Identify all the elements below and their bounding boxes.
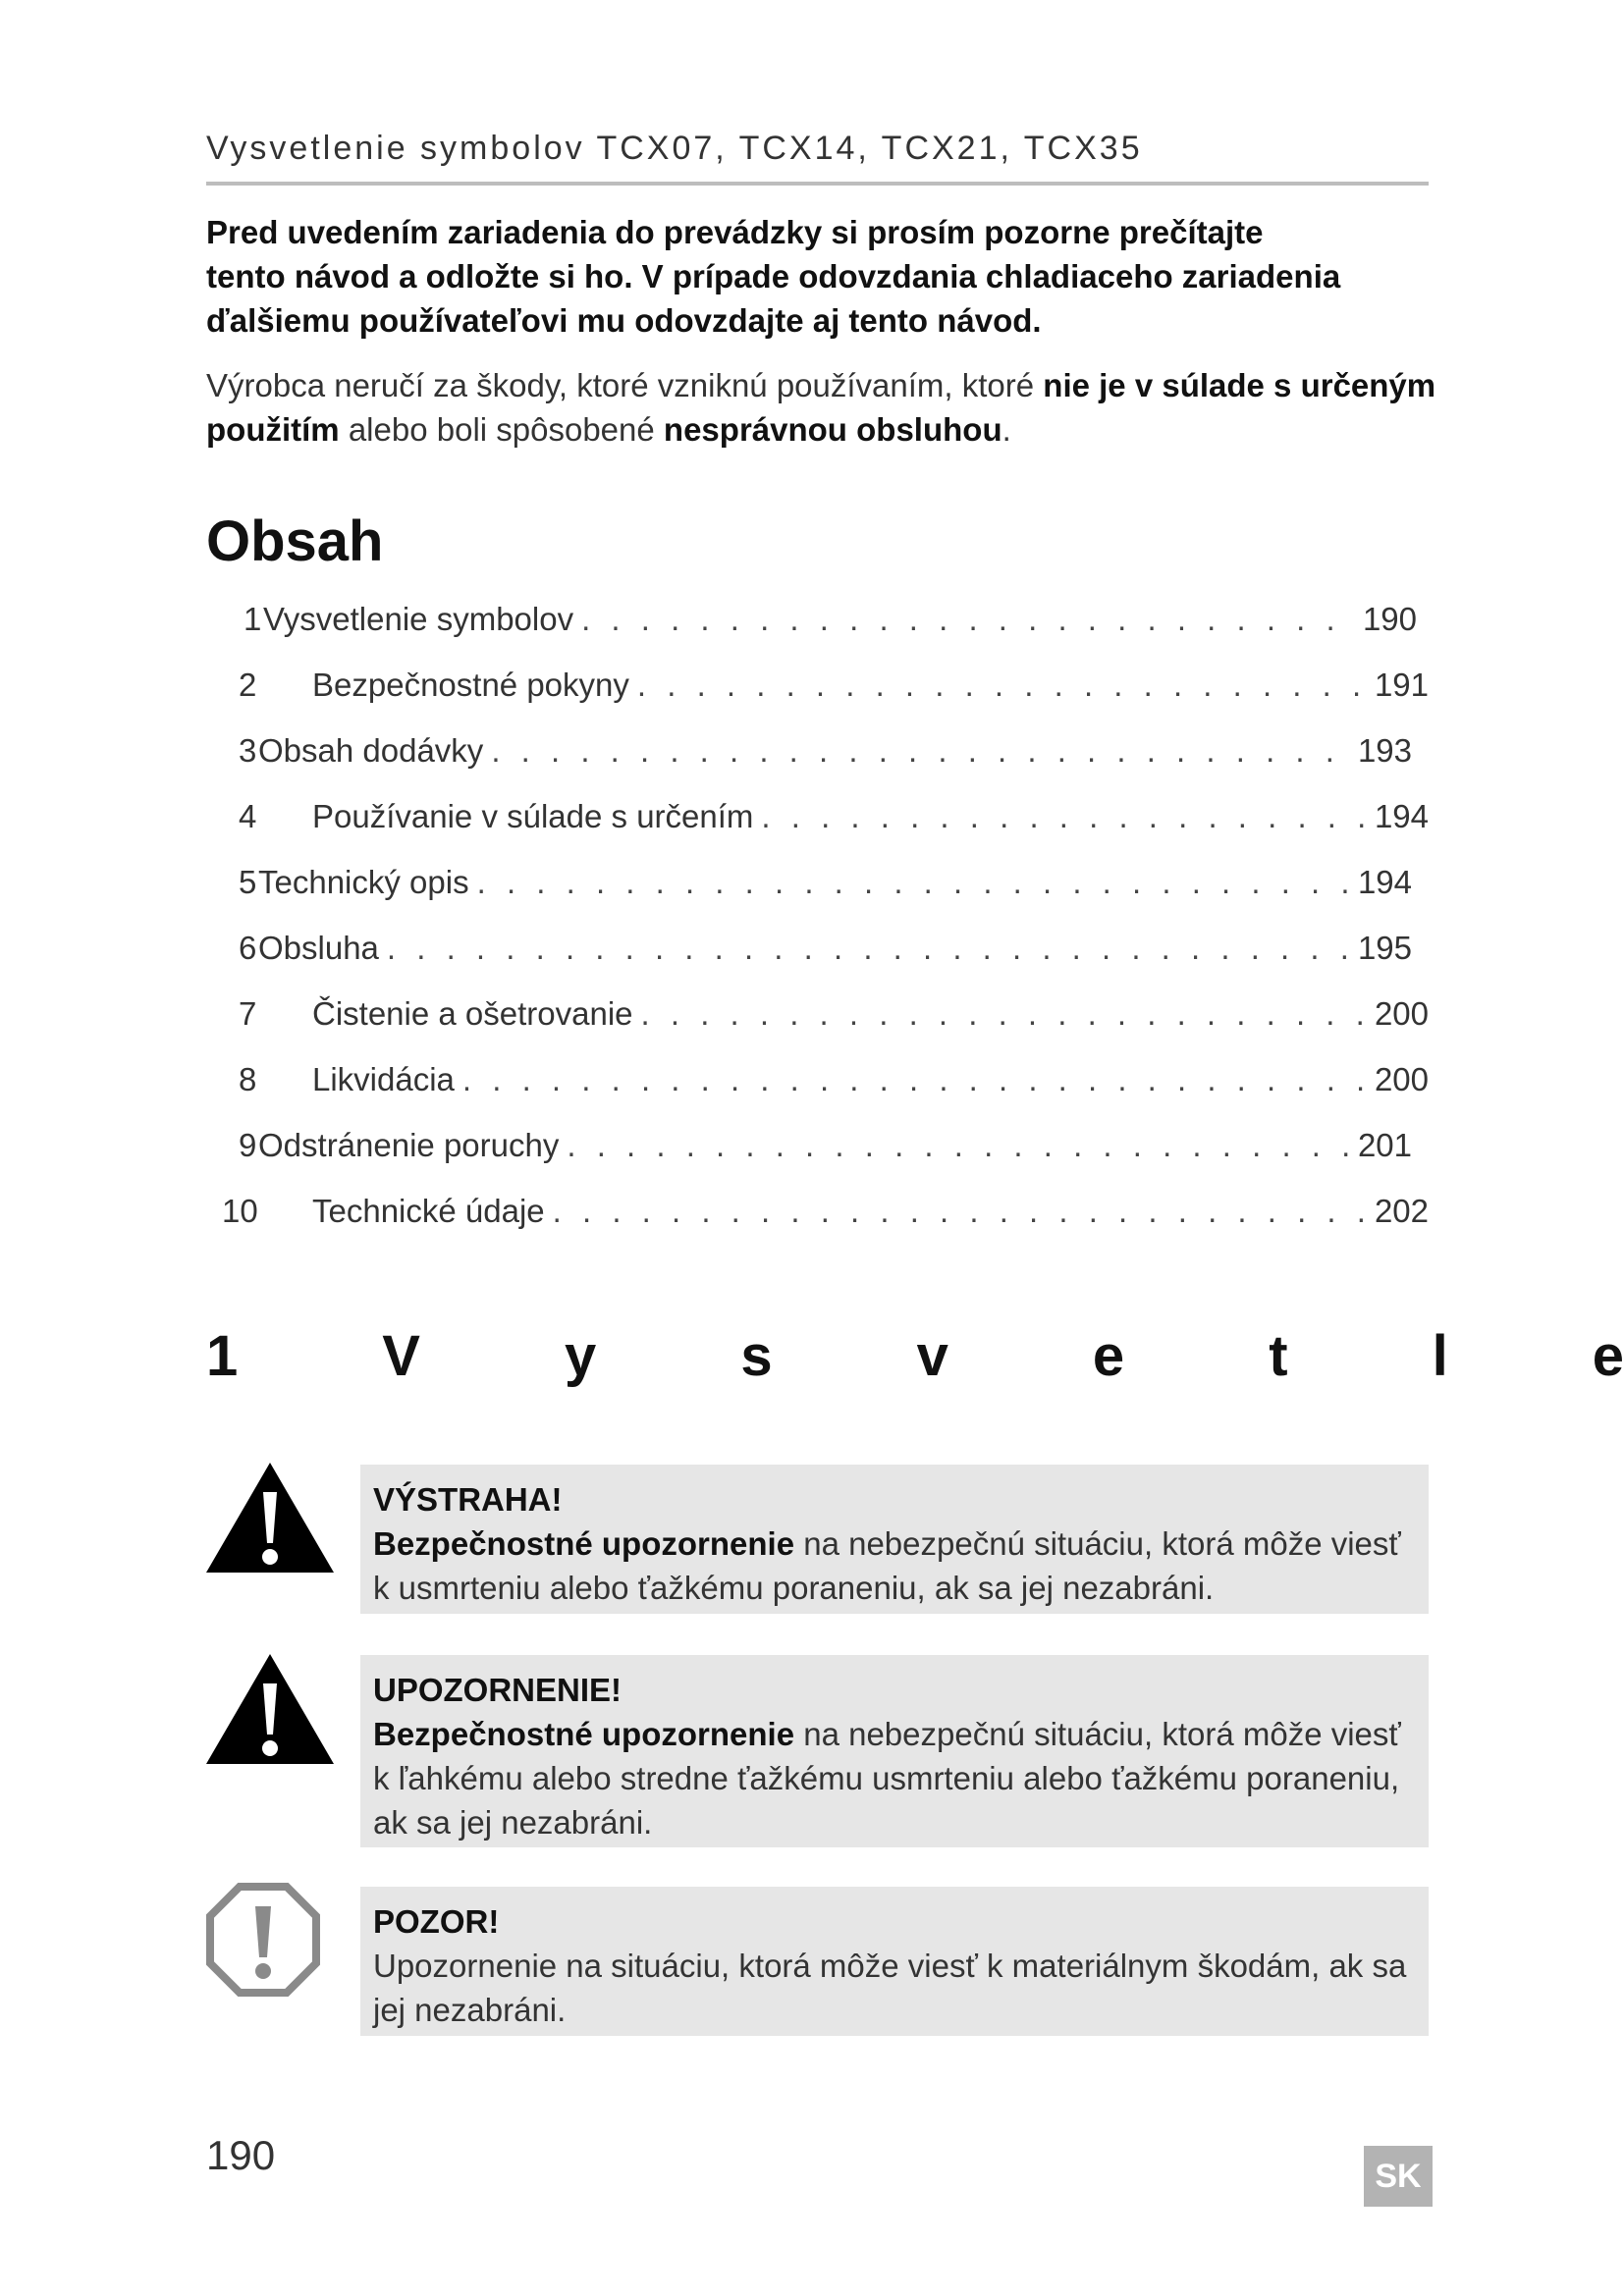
toc-leader-dots: [462, 1061, 1367, 1098]
toc-leader-dots: [491, 732, 1350, 770]
table-of-contents: [206, 601, 1429, 1258]
toc-leader-dots: [567, 1127, 1350, 1164]
notice-emphasis: Bezpečnostné upozornenie: [373, 1716, 795, 1752]
toc-entry-number: 4: [239, 798, 257, 834]
toc-entry-page: 201: [1357, 1127, 1412, 1163]
toc-entry-label: Bezpečnostné pokyny: [312, 667, 629, 703]
caution-triangle-icon: [206, 1654, 334, 1769]
toc-entry-number: 3: [239, 732, 257, 769]
toc-entry[interactable]: [206, 601, 1417, 667]
section-heading-char: 1: [206, 1324, 239, 1388]
toc-entry-label: Odstránenie poruchy: [258, 1127, 560, 1163]
toc-entry-number: 9: [239, 1127, 257, 1163]
section-heading-char: v: [916, 1324, 948, 1388]
toc-entry-number: 10: [222, 1193, 258, 1229]
toc-entry[interactable]: [206, 732, 1412, 798]
toc-entry-page: 191: [1374, 667, 1429, 703]
section-heading-char: y: [565, 1324, 597, 1388]
notice-title: POZOR!: [373, 1903, 500, 1940]
toc-leader-dots: [641, 995, 1367, 1033]
toc-entry-number: 7: [239, 995, 257, 1032]
toc-leader-dots: [477, 864, 1350, 901]
toc-entry-number: 6: [239, 930, 257, 966]
notice-octagon-icon: [206, 1883, 320, 2002]
toc-entry-label: Likvidácia: [312, 1061, 455, 1097]
toc-entry-label: Obsluha: [258, 930, 379, 966]
header-divider: [206, 182, 1429, 186]
toc-heading: Obsah: [206, 509, 384, 573]
toc-entry-page: 193: [1357, 732, 1412, 769]
notice-title: VÝSTRAHA!: [373, 1481, 563, 1518]
toc-entry[interactable]: [206, 1127, 1412, 1193]
section-heading-char: l: [1432, 1324, 1448, 1388]
section-heading-char: e: [1592, 1324, 1624, 1388]
toc-entry-label: Technické údaje: [312, 1193, 545, 1229]
notice-title: UPOZORNENIE!: [373, 1672, 623, 1708]
toc-entry-label: Čistenie a ošetrovanie: [312, 995, 633, 1032]
disclaimer-text-3: .: [1001, 411, 1011, 448]
toc-leader-dots: [553, 1193, 1367, 1230]
toc-entry-label: Vysvetlenie symbolov: [263, 601, 574, 637]
intro-line-3: ďalšiemu používateľovi mu odovzdajte aj tento návod.: [206, 302, 1042, 339]
liability-disclaimer: [206, 363, 1443, 452]
page-number: 190: [206, 2132, 276, 2178]
toc-entry-page: 200: [1374, 995, 1429, 1032]
toc-entry[interactable]: [206, 864, 1412, 930]
disclaimer-emphasis-1: nie je v súlade s určeným použitím: [206, 367, 1436, 448]
disclaimer-text-1: Výrobca neručí za škody, ktoré vzniknú používaním, ktoré: [206, 367, 1044, 403]
section-heading-char: e: [1092, 1324, 1125, 1388]
disclaimer-text-2: alebo boli spôsobené: [339, 411, 664, 448]
intro-line-1: Pred uvedením zariadenia do prevádzky si prosím pozorne prečítajte: [206, 214, 1264, 250]
caution-notice: [360, 1655, 1429, 1847]
toc-leader-dots: [581, 601, 1355, 638]
section-heading-char: t: [1269, 1324, 1288, 1388]
toc-entry[interactable]: [206, 1193, 1429, 1258]
toc-entry[interactable]: [206, 930, 1412, 995]
toc-leader-dots: [637, 667, 1367, 704]
toc-leader-dots: [387, 930, 1350, 967]
toc-entry-page: 200: [1374, 1061, 1429, 1097]
toc-entry[interactable]: [206, 798, 1429, 864]
toc-entry-number: 5: [239, 864, 257, 900]
warning-triangle-icon: [206, 1463, 334, 1577]
toc-entry-page: 190: [1362, 601, 1417, 637]
intro-warning: [206, 210, 1443, 343]
toc-entry-label: Technický opis: [258, 864, 469, 900]
disclaimer-emphasis-2: nesprávnou obsluhou: [663, 411, 1002, 448]
toc-entry[interactable]: [206, 1061, 1429, 1127]
attention-notice: [360, 1887, 1429, 2036]
notice-body: na nebezpečnú situáciu, ktorá môže viesť k ľahkému alebo stredne ťažkému usmrteniu alebo ťažkému poraneniu, ak sa jej nezabráni.: [373, 1716, 1401, 1841]
notice-emphasis: Bezpečnostné upozornenie: [373, 1525, 795, 1562]
language-badge: SK: [1364, 2146, 1433, 2207]
section-heading-char: V: [382, 1324, 420, 1388]
toc-entry-number: 8: [239, 1061, 257, 1097]
intro-line-2: tento návod a odložte si ho. V prípade odovzdania chladiaceho zariadenia: [206, 258, 1341, 294]
warning-notice: [360, 1465, 1429, 1614]
toc-leader-dots: [761, 798, 1367, 835]
section-heading: [206, 1323, 1624, 1389]
toc-entry-label: Používanie v súlade s určením: [312, 798, 754, 834]
notice-body: Upozornenie na situáciu, ktorá môže viesť k materiálnym škodám, ak sa jej nezabráni.: [373, 1948, 1407, 2028]
toc-entry[interactable]: [206, 995, 1429, 1061]
toc-entry-page: 202: [1374, 1193, 1429, 1229]
toc-entry-page: 195: [1357, 930, 1412, 966]
notice-text: [373, 1712, 1415, 1844]
toc-entry-page: 194: [1374, 798, 1429, 834]
toc-entry-label: Obsah dodávky: [258, 732, 484, 769]
toc-entry-page: 194: [1357, 864, 1412, 900]
running-header: Vysvetlenie symbolov TCX07, TCX14, TCX21, TCX35: [206, 130, 1143, 167]
toc-entry-number: 1: [244, 601, 262, 637]
section-heading-char: s: [740, 1324, 773, 1388]
notice-text: [373, 1522, 1415, 1610]
toc-entry[interactable]: [206, 667, 1429, 732]
notice-body: na nebezpečnú situáciu, ktorá môže viesť k usmrteniu alebo ťažkému poraneniu, ak sa jej nezabráni.: [373, 1525, 1401, 1606]
toc-entry-number: 2: [239, 667, 257, 703]
